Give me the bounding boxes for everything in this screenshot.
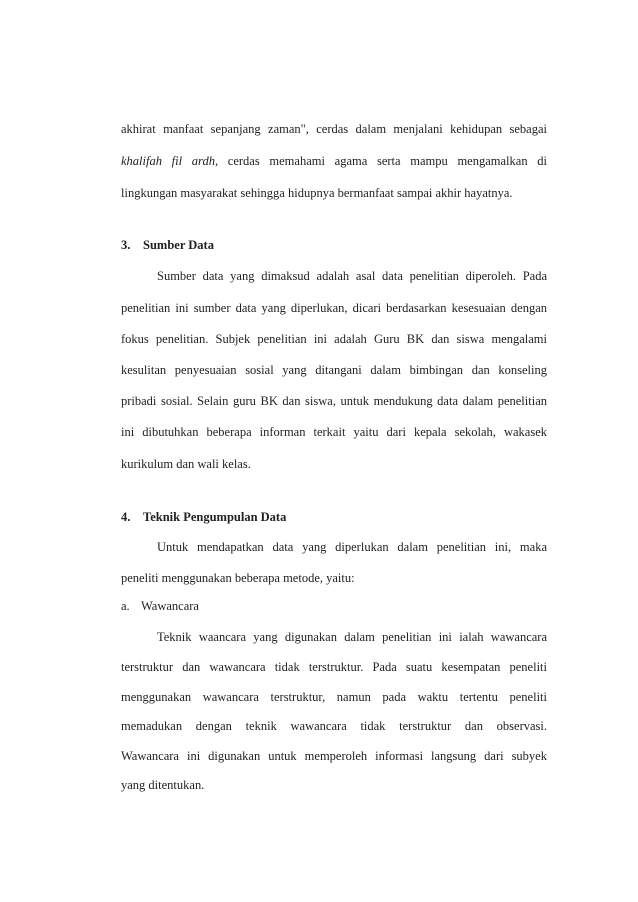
section-number: 3. [121,238,131,252]
list-item [121,598,547,614]
paragraph-line: fokus penelitian. Subjek penelitian ini adalah Guru BK dan siswa mengalami [121,332,547,346]
italic-term: khalifah fil ardh [121,154,215,168]
paragraph-line: Sumber data yang dimaksud adalah asal data penelitian diperoleh. Pada [157,269,547,283]
section-heading [121,237,547,253]
paragraph-line: ini dibutuhkan beberapa informan terkait yaitu dari kepala sekolah, wakasek [121,425,547,439]
section-number: 4. [121,510,131,524]
section-title: Teknik Pengumpulan Data [143,510,287,524]
paragraph-line: yang ditentukan. [121,778,205,792]
paragraph-line: terstruktur dan wawancara tidak terstruktur. Pada suatu kesempatan peneliti [121,660,547,674]
paragraph-line: kurikulum dan wali kelas. [121,457,251,471]
list-marker: a. [121,599,130,613]
paragraph-line: akhirat manfaat sepanjang zaman", cerdas dalam menjalani kehidupan sebagai [121,122,547,136]
paragraph-line: Untuk mendapatkan data yang diperlukan dalam penelitian ini, maka [157,540,547,554]
list-item-label: Wawancara [141,599,199,613]
paragraph-line: peneliti menggunakan beberapa metode, yaitu: [121,571,355,585]
paragraph-line: pribadi sosial. Selain guru BK dan siswa, untuk mendukung data dalam penelitian [121,394,547,408]
paragraph-line: Wawancara ini digunakan untuk memperoleh informasi langsung dari subyek [121,749,547,763]
paragraph-line: lingkungan masyarakat sehingga hidupnya bermanfaat sampai akhir hayatnya. [121,186,513,200]
paragraph-line [121,153,547,169]
paragraph-line-text: , cerdas memahami agama serta mampu mengamalkan di [214,154,547,168]
paragraph-line: menggunakan wawancara terstruktur, namun pada waktu tertentu peneliti [121,690,547,704]
paragraph-line: Teknik waancara yang digunakan dalam penelitian ini ialah wawancara [157,630,547,644]
section-heading [121,509,547,525]
paragraph-line: kesulitan penyesuaian sosial yang ditangani dalam bimbingan dan konseling [121,363,547,377]
section-title: Sumber Data [143,238,214,252]
paragraph-line: penelitian ini sumber data yang diperlukan, dicari berdasarkan kesesuaian dengan [121,301,547,315]
paragraph-line: memadukan dengan teknik wawancara tidak terstruktur dan observasi. [121,719,547,733]
